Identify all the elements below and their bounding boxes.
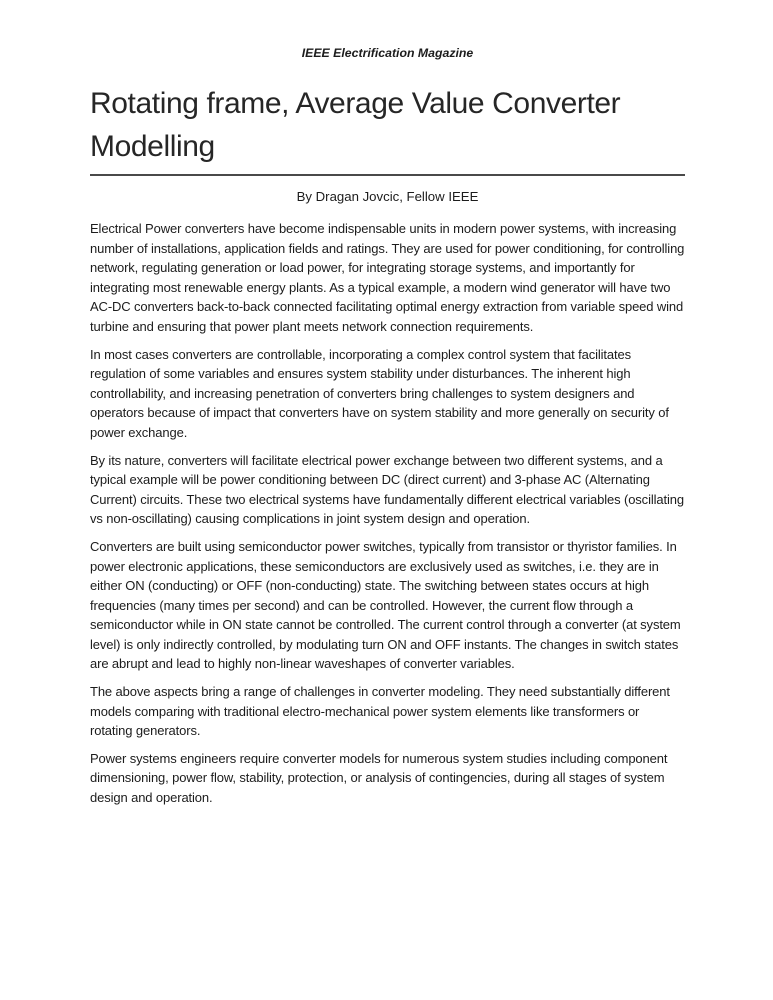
body-paragraph: Electrical Power converters have become indispensable units in modern power systems, with increasing number of installations, application fields and ratings. They are used for power conditioning, for controlling network, regulating generation or load power, for integrating storage systems, and importantly for integrating most renewable energy plants. As a typical example, a modern wind generator will have two AC-DC converters back-to-back connected facilitating optimal energy extraction from variable speed wind turbine and ensuring that power plant meets network connection requirements.	[90, 221, 685, 334]
body-paragraph: In most cases converters are controllable, incorporating a complex control system that facilitates regulation of some variables and ensures system stability under disturbances. The inherent high controllability, and increasing penetration of converters bring challenges to system designers and operators because of impact that converters have on system stability and more generally on security of power exchange.	[90, 346, 669, 440]
document-title-line-2: Modelling	[90, 130, 215, 163]
body-paragraph: By its nature, converters will facilitate electrical power exchange between two different systems, and a typical example will be power conditioning between DC (direct current) and 3-phase AC (Alternating Current) circuits. These two electrical systems have fundamentally different electrical variables (oscillating vs non-oscillating) causing complications in joint system design and operation.	[90, 452, 684, 527]
byline: By Dragan Jovcic, Fellow IEEE	[296, 189, 479, 204]
body-paragraph: Power systems engineers require converter models for numerous system studies including component dimensioning, power flow, stability, protection, or analysis of contingencies, during all stages of system design and operation.	[90, 750, 668, 806]
body-paragraph: The above aspects bring a range of challenges in converter modeling. They need substantially different models comparing with traditional electro-mechanical power system elements like transformers or rotating generators.	[90, 684, 670, 739]
document-title	[90, 82, 685, 176]
document-title-line-1: Rotating frame, Average Value Converter	[90, 87, 621, 120]
body-paragraph: Converters are built using semiconductor power switches, typically from transistor or thyristor families. In power electronic applications, these semiconductors are exclusively used as switches, i.e. they are in either ON (conducting) or OFF (non-conducting) state. The switching between states occurs at high frequencies (many times per second) and can be controlled. However, the current flow through a semiconductor while in ON state cannot be controlled. The current control through a converter (at system level) is only indirectly controlled, by modulating turn ON and OFF instants. The changes in switch states are abrupt and lead to highly non-linear waveshapes of converter variables.	[90, 538, 681, 672]
article-body	[90, 219, 685, 808]
running-header: IEEE Electrification Magazine	[301, 46, 474, 60]
